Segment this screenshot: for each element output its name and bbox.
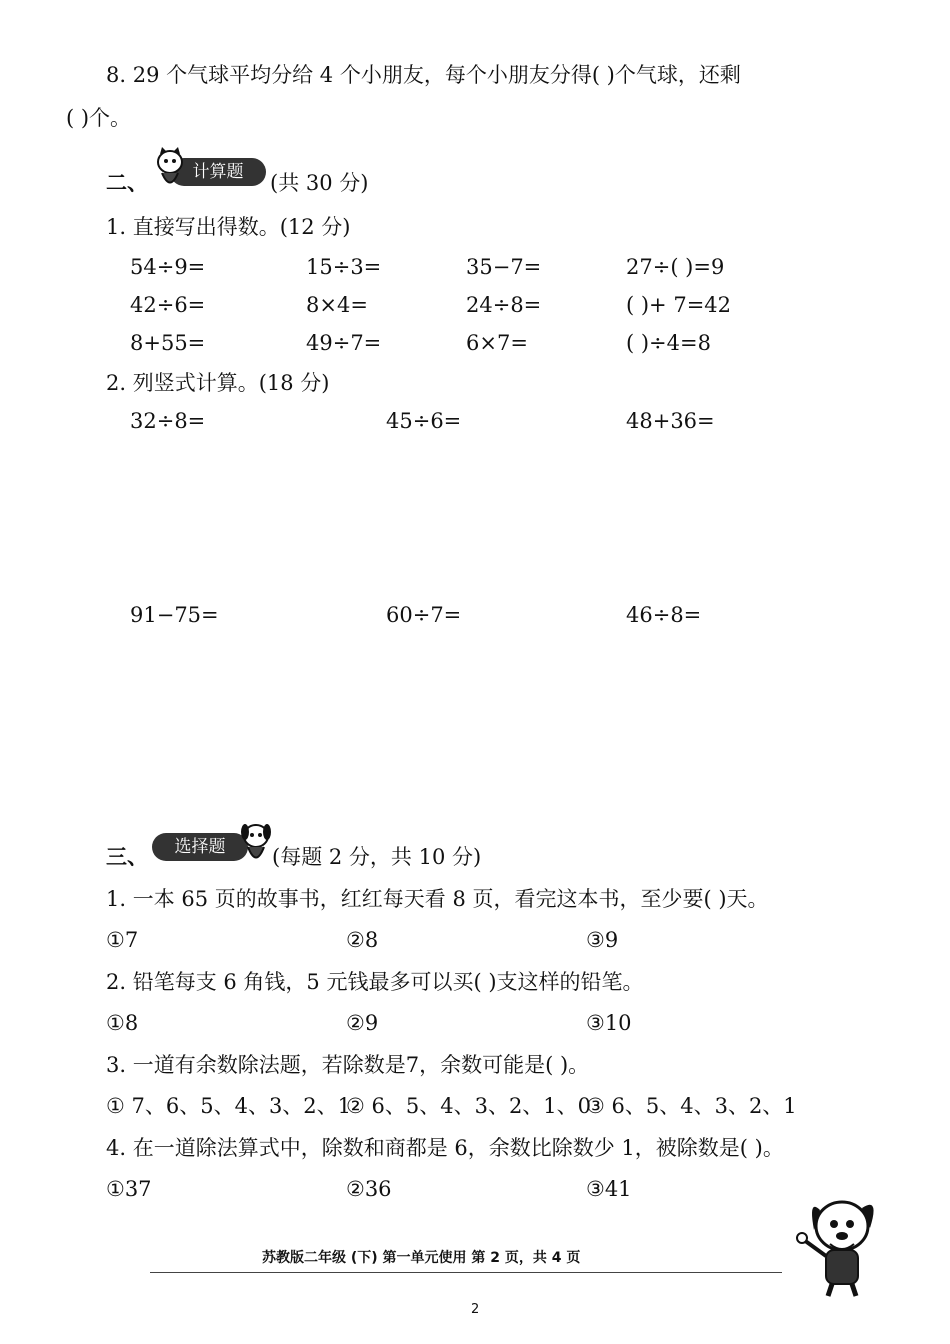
footer-text: 苏教版二年级 (下) 第一单元使用 第 2 页，共 4 页	[262, 1250, 581, 1266]
calc-item: 6×7=	[466, 331, 528, 355]
cat-mascot-icon	[150, 146, 190, 192]
dog-mascot-icon	[236, 820, 276, 868]
q8-line2: ( )个。	[66, 106, 132, 130]
section2-sub1: 1. 直接写出得数。(12 分)	[106, 215, 351, 239]
section3-score: (每题 2 分，共 10 分)	[272, 845, 482, 869]
section3-badge-label: 选择题	[174, 837, 226, 857]
calc-item: 49÷7=	[306, 331, 382, 355]
section2-sub2: 2. 列竖式计算。(18 分)	[106, 371, 330, 395]
choice-option: ② 6、5、4、3、2、1、0	[346, 1094, 592, 1118]
q8-line1: 8. 29 个气球平均分给 4 个小朋友，每个小朋友分得( )个气球，还剩	[106, 63, 741, 87]
calc-item: 8×4=	[306, 293, 368, 317]
calc-item: 27÷( )=9	[626, 255, 725, 279]
choice-question: 3. 一道有余数除法题，若除数是7，余数可能是( )。	[106, 1053, 590, 1077]
calc-item: 35−7=	[466, 255, 542, 279]
choice-question: 4. 在一道除法算式中，除数和商都是 6，余数比除数少 1，被除数是( )。	[106, 1136, 784, 1160]
choice-option: ③9	[586, 928, 619, 952]
choice-option: ① 7、6、5、4、3、2、1	[106, 1094, 352, 1118]
choice-question: 2. 铅笔每支 6 角钱，5 元钱最多可以买( )支这样的铅笔。	[106, 970, 644, 994]
choice-option: ②9	[346, 1011, 379, 1035]
calc-item: 24÷8=	[466, 293, 542, 317]
calc-item: ( )+ 7=42	[626, 293, 732, 317]
calc-item: 54÷9=	[130, 255, 206, 279]
vertical-calc-item: 32÷8=	[130, 409, 206, 433]
choice-option: ①37	[106, 1177, 152, 1201]
choice-option: ③41	[586, 1177, 632, 1201]
vertical-calc-item: 91−75=	[130, 603, 219, 627]
section2-number: 二、	[106, 170, 148, 195]
choice-option: ②8	[346, 928, 379, 952]
vertical-calc-item: 60÷7=	[386, 603, 462, 627]
vertical-calc-item: 48+36=	[626, 409, 715, 433]
choice-option: ③ 6、5、4、3、2、1	[586, 1094, 797, 1118]
calc-item: ( )÷4=8	[626, 331, 711, 355]
page-number: 2	[471, 1302, 480, 1317]
dog-mascot-icon	[790, 1190, 890, 1300]
choice-option: ①7	[106, 928, 139, 952]
section3-number: 三、	[106, 844, 148, 869]
calc-item: 42÷6=	[130, 293, 206, 317]
section3-badge	[152, 833, 248, 861]
calc-item: 8+55=	[130, 331, 206, 355]
choice-option: ③10	[586, 1011, 632, 1035]
choice-option: ②36	[346, 1177, 392, 1201]
vertical-calc-item: 46÷8=	[626, 603, 702, 627]
footer-divider	[150, 1272, 782, 1273]
choice-question: 1. 一本 65 页的故事书，红红每天看 8 页，看完这本书，至少要( )天。	[106, 887, 769, 911]
vertical-calc-item: 45÷6=	[386, 409, 462, 433]
choice-option: ①8	[106, 1011, 139, 1035]
calc-item: 15÷3=	[306, 255, 382, 279]
section2-score: (共 30 分)	[270, 171, 369, 195]
section2-badge-label: 计算题	[192, 162, 244, 182]
